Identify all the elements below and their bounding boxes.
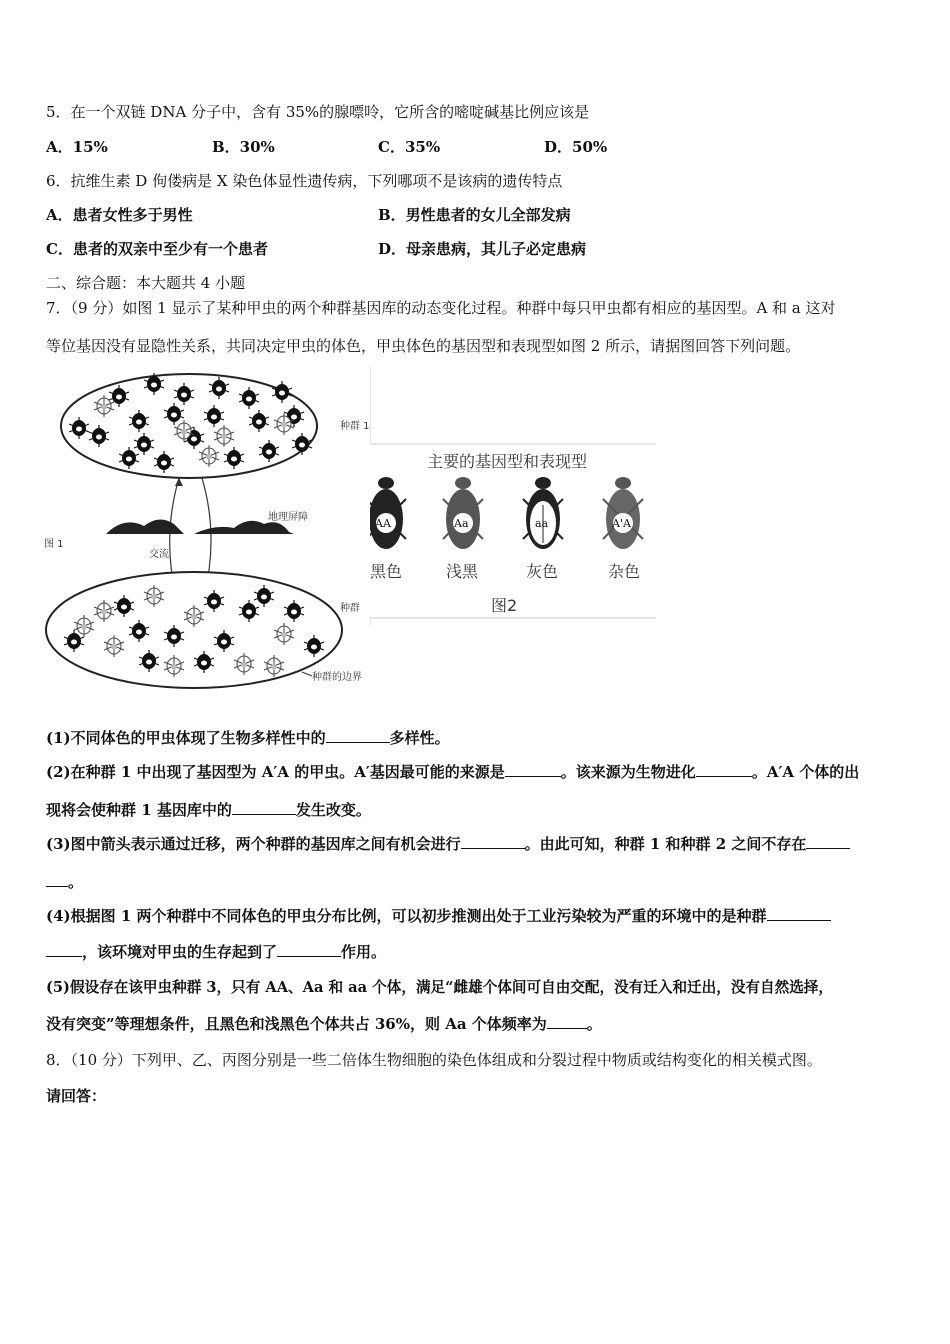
- answer-blank-4b[interactable]: [277, 942, 341, 957]
- beetle-a-prime-a-mottled: [603, 477, 643, 549]
- q6-option-b: B．男性患者的女儿全部发病: [378, 206, 571, 224]
- answer-blank-3b[interactable]: [806, 834, 850, 849]
- color-mottled: 杂色: [608, 562, 641, 581]
- q7-sub3-line2: 。: [46, 871, 83, 893]
- beetle-aa-black: [370, 477, 406, 549]
- q8-line1: 8．（10 分）下列甲、乙、丙图分别是一些二倍体生物细胞的染色体组成和分裂过程中物质或结构变化的相关模式图。: [46, 1051, 822, 1069]
- q7-sub5-line1: (5)假设存在该甲虫种群 3，只有 AA、Aa 和 aa 个体，满足“雌雄个体间可自由交配，没有迁入和迁出，没有自然选择，: [46, 979, 833, 996]
- q7-sub2-line2: 现将会使种群 1 基因库中的 发生改变。: [46, 801, 371, 819]
- q7-sub4-line2: ，该环境对甲虫的生存起到了 作用。: [46, 941, 386, 963]
- q5-option-b: B．30%: [212, 138, 275, 156]
- q7-line2: 等位基因没有显隐性关系，共同决定甲虫的体色，甲虫体色的基因型和表现型如图 2 所示，请据图回答下列问题。: [46, 337, 801, 355]
- q5-option-d: D．50%: [544, 138, 608, 156]
- label-figure-1: 图 1: [44, 539, 64, 550]
- q7-sub3-line1: (3)图中箭头表示通过迁移，两个种群的基因库之间有机会进行 。由此可知，种群 1 和种群 2 之间不存在: [46, 833, 850, 855]
- q5-stem: 5．在一个双链 DNA 分子中，含有 35%的腺嘌呤，它所含的嘧啶碱基比例应该是: [46, 103, 590, 121]
- figure-2-title: 主要的基因型和表现型: [427, 452, 588, 471]
- arrow-head-up: [175, 478, 183, 486]
- q5-option-a: A．15%: [46, 138, 108, 156]
- section-title: 二、综合题：本大题共 4 小题: [46, 274, 246, 292]
- color-grey: 灰色: [526, 562, 559, 581]
- genotype-aa-recessive: aa: [535, 517, 549, 530]
- genotype-aa-hetero: Aa: [454, 517, 469, 530]
- answer-blank-1[interactable]: [326, 728, 390, 743]
- color-black: 黑色: [370, 562, 403, 581]
- answer-blank-3a[interactable]: [461, 834, 525, 849]
- q7-sub4-line1: (4)根据图 1 两个种群中不同体色的甲虫分布比例，可以初步推测出处于工业污染较为严重的环境中的是种群: [46, 905, 831, 927]
- barrier-left: [106, 519, 184, 534]
- label-boundary: 种群的边界: [312, 672, 362, 683]
- label-population-1: 种群 1: [340, 421, 370, 432]
- q6-option-d: D．母亲患病，其儿子必定患病: [378, 240, 587, 258]
- beetle-aa-light-black: [443, 477, 483, 549]
- q6-stem: 6．抗维生素 D 佝偻病是 X 染色体显性遗传病，下列哪项不是该病的遗传特点: [46, 172, 563, 190]
- boundary-pointer: [302, 672, 312, 676]
- label-barrier: 地理屏障: [268, 512, 308, 523]
- answer-blank-5[interactable]: [547, 1014, 587, 1029]
- figure-2-caption: 图2: [491, 596, 518, 615]
- q7-line1: 7．（9 分）如图 1 显示了某种甲虫的两个种群基因库的动态变化过程。种群中每只甲虫都有相应的基因型。A 和 a 这对: [46, 299, 836, 317]
- answer-blank-2c[interactable]: [232, 800, 296, 815]
- answer-blank-4a-cont[interactable]: [46, 942, 82, 957]
- q6-option-c: C．患者的双亲中至少有一个患者: [46, 240, 268, 258]
- answer-blank-3b-cont[interactable]: [46, 872, 68, 887]
- label-exchange: 交流: [149, 549, 169, 560]
- label-population-2: 种群: [340, 603, 360, 614]
- q5-option-c: C．35%: [378, 138, 441, 156]
- q7-sub5-line2: 没有突变”等理想条件，且黑色和浅黑色个体共占 36%，则 Aa 个体频率为 。: [46, 1015, 602, 1033]
- answer-blank-2a[interactable]: [505, 762, 561, 777]
- genotype-aa: AA: [375, 517, 391, 530]
- genotype-a-prime-a: A'A: [612, 517, 631, 530]
- q8-line2: 请回答：: [46, 1087, 107, 1105]
- q6-option-a: A．患者女性多于男性: [46, 206, 193, 224]
- beetle-aa-grey: [523, 477, 563, 549]
- figure-1: [44, 366, 374, 706]
- figure-2: [370, 366, 660, 626]
- color-light-black: 浅黑: [446, 562, 479, 581]
- answer-blank-2b[interactable]: [696, 762, 752, 777]
- q7-sub1: (1)不同体色的甲虫体现了生物多样性中的 多样性。: [46, 729, 450, 747]
- q7-sub2-line1: (2)在种群 1 中出现了基因型为 A′A 的甲虫。A′基因最可能的来源是 。该来源为生物进化 。A′A 个体的出: [46, 763, 860, 781]
- answer-blank-4a[interactable]: [767, 906, 831, 921]
